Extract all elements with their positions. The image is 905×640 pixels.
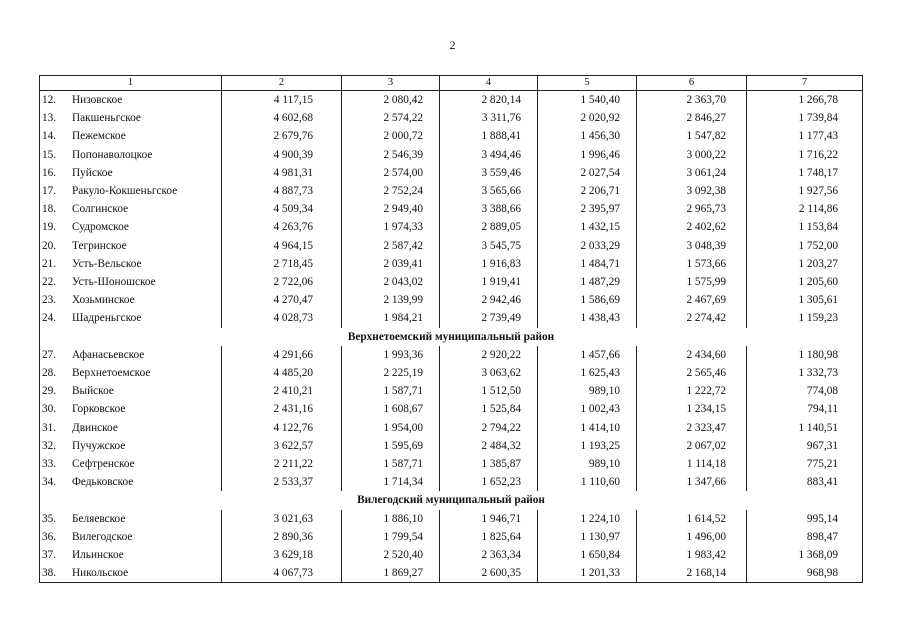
value-cell-col-4: 3 494,46 <box>440 146 538 164</box>
data-table <box>39 75 863 583</box>
value-cell-col-5: 1 456,30 <box>538 127 637 145</box>
value-cell-col-6: 1 547,82 <box>637 127 747 145</box>
row-number: 14. <box>42 130 57 143</box>
value-cell-col-6: 1 234,15 <box>637 400 747 418</box>
value-cell-col-5: 1 414,10 <box>538 419 637 437</box>
value-cell-col-2: 4 263,76 <box>222 218 342 236</box>
value-cell-col-5: 1 540,40 <box>538 91 637 110</box>
value-cell-col-2: 4 291,66 <box>222 346 342 364</box>
value-cell-col-5: 1 193,25 <box>538 437 637 455</box>
section-heading-row <box>40 491 863 509</box>
value-cell-col-3: 2 520,40 <box>342 546 440 564</box>
table-row <box>40 528 863 546</box>
settlement-name: Пежемское <box>72 130 126 143</box>
settlement-name: Усть-Шоношское <box>72 276 156 289</box>
value-cell-col-5: 1 224,10 <box>538 510 637 528</box>
value-cell-col-2: 2 211,22 <box>222 455 342 473</box>
value-cell-col-7: 1 177,43 <box>747 127 863 145</box>
row-number: 22. <box>42 276 57 289</box>
table-row <box>40 91 863 110</box>
value-cell-col-5: 1 650,84 <box>538 546 637 564</box>
row-number: 23. <box>42 294 57 307</box>
column-header-3: 3 <box>342 76 440 91</box>
settlement-name: Тегринское <box>72 239 127 252</box>
value-cell-col-2: 2 718,45 <box>222 255 342 273</box>
settlement-name: Хозьминское <box>72 294 135 307</box>
value-cell-col-6: 1 573,66 <box>637 255 747 273</box>
value-cell-col-6: 2 846,27 <box>637 109 747 127</box>
value-cell-col-6: 1 347,66 <box>637 473 747 491</box>
table-row <box>40 400 863 418</box>
settlement-cell <box>40 382 222 400</box>
value-cell-col-2: 2 679,76 <box>222 127 342 145</box>
settlement-cell <box>40 218 222 236</box>
value-cell-col-2: 4 028,73 <box>222 309 342 327</box>
value-cell-col-7: 1 180,98 <box>747 346 863 364</box>
value-cell-col-2: 3 629,18 <box>222 546 342 564</box>
settlement-cell <box>40 309 222 327</box>
value-cell-col-4: 2 600,35 <box>440 564 538 583</box>
row-number: 35. <box>42 512 57 525</box>
value-cell-col-3: 2 080,42 <box>342 91 440 110</box>
settlement-cell <box>40 364 222 382</box>
settlement-cell <box>40 273 222 291</box>
value-cell-col-3: 1 974,33 <box>342 218 440 236</box>
value-cell-col-7: 1 140,51 <box>747 419 863 437</box>
value-cell-col-6: 3 000,22 <box>637 146 747 164</box>
value-cell-col-3: 2 574,22 <box>342 109 440 127</box>
table-row <box>40 346 863 364</box>
settlement-name: Шадреньгское <box>72 312 142 325</box>
row-number: 27. <box>42 348 57 361</box>
settlement-name: Ракуло-Кокшеньгское <box>72 185 178 198</box>
settlement-name: Низовское <box>72 94 123 106</box>
row-number: 30. <box>42 403 57 416</box>
value-cell-col-5: 2 395,97 <box>538 200 637 218</box>
settlement-name: Горковское <box>72 403 126 416</box>
value-cell-col-2: 4 117,15 <box>222 91 342 110</box>
value-cell-col-2: 4 485,20 <box>222 364 342 382</box>
settlement-cell <box>40 346 222 364</box>
value-cell-col-5: 2 027,54 <box>538 164 637 182</box>
value-cell-col-7: 898,47 <box>747 528 863 546</box>
settlement-cell <box>40 400 222 418</box>
settlement-name: Верхнетоемское <box>72 367 151 380</box>
value-cell-col-2: 2 722,06 <box>222 273 342 291</box>
header-row <box>40 76 863 91</box>
value-cell-col-4: 1 385,87 <box>440 455 538 473</box>
value-cell-col-2: 4 509,34 <box>222 200 342 218</box>
settlement-name: Ильинское <box>72 549 124 562</box>
value-cell-col-7: 967,31 <box>747 437 863 455</box>
value-cell-col-6: 2 467,69 <box>637 291 747 309</box>
settlement-cell <box>40 91 222 110</box>
value-cell-col-3: 1 954,00 <box>342 419 440 437</box>
column-header-6: 6 <box>637 76 747 91</box>
value-cell-col-4: 3 311,76 <box>440 109 538 127</box>
value-cell-col-3: 2 574,00 <box>342 164 440 182</box>
settlement-name: Пуйское <box>72 166 113 179</box>
value-cell-col-4: 1 946,71 <box>440 510 538 528</box>
value-cell-col-2: 4 270,47 <box>222 291 342 309</box>
settlement-cell <box>40 510 222 528</box>
settlement-name: Пучужское <box>72 439 126 452</box>
table-row <box>40 437 863 455</box>
settlement-cell <box>40 182 222 200</box>
table-row <box>40 164 863 182</box>
value-cell-col-3: 2 000,72 <box>342 127 440 145</box>
value-cell-col-2: 2 890,36 <box>222 528 342 546</box>
settlement-name: Солгинское <box>72 203 129 216</box>
table-row <box>40 109 863 127</box>
value-cell-col-5: 1 110,60 <box>538 473 637 491</box>
settlement-cell <box>40 164 222 182</box>
value-cell-col-2: 2 533,37 <box>222 473 342 491</box>
settlement-cell <box>40 564 222 583</box>
value-cell-col-7: 2 114,86 <box>747 200 863 218</box>
row-number: 18. <box>42 203 57 216</box>
value-cell-col-4: 2 739,49 <box>440 309 538 327</box>
value-cell-col-2: 4 887,73 <box>222 182 342 200</box>
value-cell-col-4: 3 063,62 <box>440 364 538 382</box>
value-cell-col-5: 1 438,43 <box>538 309 637 327</box>
row-number: 20. <box>42 239 57 252</box>
value-cell-col-4: 3 565,66 <box>440 182 538 200</box>
value-cell-col-6: 1 222,72 <box>637 382 747 400</box>
value-cell-col-6: 1 983,42 <box>637 546 747 564</box>
table-row <box>40 382 863 400</box>
settlement-cell <box>40 455 222 473</box>
settlement-cell <box>40 255 222 273</box>
value-cell-col-7: 775,21 <box>747 455 863 473</box>
value-cell-col-4: 2 942,46 <box>440 291 538 309</box>
settlement-cell <box>40 528 222 546</box>
value-cell-col-5: 1 130,97 <box>538 528 637 546</box>
column-header-7: 7 <box>747 76 863 91</box>
value-cell-col-4: 1 652,23 <box>440 473 538 491</box>
page-number: 2 <box>449 38 456 52</box>
value-cell-col-5: 1 201,33 <box>538 564 637 583</box>
settlement-cell <box>40 146 222 164</box>
value-cell-col-5: 1 996,46 <box>538 146 637 164</box>
value-cell-col-5: 989,10 <box>538 455 637 473</box>
value-cell-col-2: 4 900,39 <box>222 146 342 164</box>
value-cell-col-7: 1 752,00 <box>747 237 863 255</box>
row-number: 31. <box>42 421 57 434</box>
table-row <box>40 309 863 327</box>
value-cell-col-2: 4 122,76 <box>222 419 342 437</box>
value-cell-col-4: 2 820,14 <box>440 91 538 110</box>
value-cell-col-3: 1 869,27 <box>342 564 440 583</box>
settlement-name: Никольское <box>72 567 129 580</box>
value-cell-col-6: 2 067,02 <box>637 437 747 455</box>
value-cell-col-6: 2 565,46 <box>637 364 747 382</box>
value-cell-col-2: 4 981,31 <box>222 164 342 182</box>
value-cell-col-4: 2 889,05 <box>440 218 538 236</box>
settlement-cell <box>40 127 222 145</box>
settlement-cell <box>40 473 222 491</box>
value-cell-col-3: 2 139,99 <box>342 291 440 309</box>
table-row <box>40 127 863 145</box>
value-cell-col-2: 2 431,16 <box>222 400 342 418</box>
row-number: 15. <box>42 148 57 161</box>
value-cell-col-3: 2 752,24 <box>342 182 440 200</box>
column-header-5: 5 <box>538 76 637 91</box>
value-cell-col-2: 3 021,63 <box>222 510 342 528</box>
value-cell-col-2: 4 964,15 <box>222 237 342 255</box>
row-number: 13. <box>42 112 57 125</box>
section-title: Верхнетоемский муниципальный район <box>40 328 863 346</box>
table-row <box>40 510 863 528</box>
value-cell-col-5: 1 432,15 <box>538 218 637 236</box>
value-cell-col-6: 3 061,24 <box>637 164 747 182</box>
value-cell-col-4: 1 888,41 <box>440 127 538 145</box>
value-cell-col-4: 2 363,34 <box>440 546 538 564</box>
table-row <box>40 218 863 236</box>
value-cell-col-4: 1 825,64 <box>440 528 538 546</box>
settlement-cell <box>40 237 222 255</box>
value-cell-col-7: 1 205,60 <box>747 273 863 291</box>
value-cell-col-5: 2 020,92 <box>538 109 637 127</box>
value-cell-col-7: 995,14 <box>747 510 863 528</box>
value-cell-col-7: 1 927,56 <box>747 182 863 200</box>
settlement-cell <box>40 200 222 218</box>
value-cell-col-3: 2 587,42 <box>342 237 440 255</box>
settlement-name: Попонаволоцкое <box>72 148 153 161</box>
value-cell-col-6: 2 274,42 <box>637 309 747 327</box>
value-cell-col-5: 1 484,71 <box>538 255 637 273</box>
value-cell-col-7: 1 748,17 <box>747 164 863 182</box>
row-number: 34. <box>42 476 57 489</box>
table-row <box>40 146 863 164</box>
value-cell-col-6: 1 575,99 <box>637 273 747 291</box>
value-cell-col-4: 3 545,75 <box>440 237 538 255</box>
value-cell-col-4: 2 484,32 <box>440 437 538 455</box>
column-header-4: 4 <box>440 76 538 91</box>
row-number: 33. <box>42 458 57 471</box>
value-cell-col-2: 3 622,57 <box>222 437 342 455</box>
value-cell-col-7: 968,98 <box>747 564 863 583</box>
value-cell-col-2: 4 602,68 <box>222 109 342 127</box>
value-cell-col-6: 2 363,70 <box>637 91 747 110</box>
settlement-cell <box>40 109 222 127</box>
value-cell-col-5: 2 206,71 <box>538 182 637 200</box>
value-cell-col-7: 1 203,27 <box>747 255 863 273</box>
value-cell-col-3: 1 587,71 <box>342 382 440 400</box>
value-cell-col-4: 1 512,50 <box>440 382 538 400</box>
table-row <box>40 237 863 255</box>
value-cell-col-3: 2 225,19 <box>342 364 440 382</box>
settlement-name: Выйское <box>72 385 114 398</box>
row-number: 21. <box>42 257 57 270</box>
settlement-cell <box>40 419 222 437</box>
value-cell-col-4: 1 525,84 <box>440 400 538 418</box>
row-number: 17. <box>42 185 57 198</box>
value-cell-col-6: 2 323,47 <box>637 419 747 437</box>
value-cell-col-6: 3 048,39 <box>637 237 747 255</box>
table-row <box>40 419 863 437</box>
settlement-name: Беляевское <box>72 512 126 525</box>
value-cell-col-6: 2 402,62 <box>637 218 747 236</box>
row-number: 28. <box>42 367 57 380</box>
row-number: 32. <box>42 439 57 452</box>
value-cell-col-7: 794,11 <box>747 400 863 418</box>
value-cell-col-3: 2 949,40 <box>342 200 440 218</box>
value-cell-col-5: 1 002,43 <box>538 400 637 418</box>
value-cell-col-7: 883,41 <box>747 473 863 491</box>
settlement-cell <box>40 291 222 309</box>
table-row <box>40 455 863 473</box>
settlement-name: Усть-Вельское <box>72 257 142 270</box>
value-cell-col-6: 1 614,52 <box>637 510 747 528</box>
value-cell-col-5: 1 487,29 <box>538 273 637 291</box>
table-row <box>40 182 863 200</box>
row-number: 24. <box>42 312 57 325</box>
value-cell-col-6: 2 168,14 <box>637 564 747 583</box>
settlement-name: Сефтренское <box>72 458 135 471</box>
value-cell-col-6: 1 496,00 <box>637 528 747 546</box>
table-row <box>40 273 863 291</box>
row-number: 29. <box>42 385 57 398</box>
value-cell-col-3: 2 546,39 <box>342 146 440 164</box>
value-cell-col-7: 1 305,61 <box>747 291 863 309</box>
value-cell-col-7: 1 739,84 <box>747 109 863 127</box>
column-header-2: 2 <box>222 76 342 91</box>
settlement-cell <box>40 437 222 455</box>
value-cell-col-4: 3 388,66 <box>440 200 538 218</box>
value-cell-col-3: 1 587,71 <box>342 455 440 473</box>
value-cell-col-5: 2 033,29 <box>538 237 637 255</box>
value-cell-col-3: 1 608,67 <box>342 400 440 418</box>
value-cell-col-4: 3 559,46 <box>440 164 538 182</box>
table-row <box>40 364 863 382</box>
value-cell-col-7: 1 266,78 <box>747 91 863 110</box>
value-cell-col-3: 1 993,36 <box>342 346 440 364</box>
settlement-name: Двинское <box>72 421 118 434</box>
settlement-cell <box>40 546 222 564</box>
table-row <box>40 473 863 491</box>
value-cell-col-5: 1 586,69 <box>538 291 637 309</box>
section-title: Вилегодский муниципальный район <box>40 491 863 509</box>
value-cell-col-7: 1 159,23 <box>747 309 863 327</box>
table-row <box>40 255 863 273</box>
value-cell-col-7: 1 716,22 <box>747 146 863 164</box>
value-cell-col-3: 1 886,10 <box>342 510 440 528</box>
settlement-name: Федьковское <box>72 476 134 489</box>
value-cell-col-6: 3 092,38 <box>637 182 747 200</box>
table-row <box>40 291 863 309</box>
value-cell-col-5: 989,10 <box>538 382 637 400</box>
row-number: 37. <box>42 549 57 562</box>
value-cell-col-3: 1 984,21 <box>342 309 440 327</box>
settlement-name: Афанасьевское <box>72 348 145 361</box>
table-row <box>40 564 863 583</box>
value-cell-col-3: 2 039,41 <box>342 255 440 273</box>
settlement-name: Судромское <box>72 221 129 234</box>
value-cell-col-6: 2 434,60 <box>637 346 747 364</box>
table-body <box>40 91 863 583</box>
value-cell-col-4: 1 916,83 <box>440 255 538 273</box>
column-header-1: 1 <box>40 76 222 91</box>
settlement-name: Вилегодское <box>72 530 133 543</box>
value-cell-col-6: 1 114,18 <box>637 455 747 473</box>
value-cell-col-3: 1 595,69 <box>342 437 440 455</box>
table-row <box>40 200 863 218</box>
value-cell-col-3: 2 043,02 <box>342 273 440 291</box>
value-cell-col-5: 1 625,43 <box>538 364 637 382</box>
value-cell-col-7: 1 332,73 <box>747 364 863 382</box>
section-heading-row <box>40 328 863 346</box>
row-number: 36. <box>42 530 57 543</box>
value-cell-col-7: 774,08 <box>747 382 863 400</box>
row-number: 19. <box>42 221 57 234</box>
settlement-name: Пакшеньгское <box>72 112 141 125</box>
value-cell-col-7: 1 368,09 <box>747 546 863 564</box>
value-cell-col-4: 1 919,41 <box>440 273 538 291</box>
value-cell-col-7: 1 153,84 <box>747 218 863 236</box>
value-cell-col-2: 2 410,21 <box>222 382 342 400</box>
value-cell-col-2: 4 067,73 <box>222 564 342 583</box>
row-number: 16. <box>42 166 57 179</box>
value-cell-col-3: 1 714,34 <box>342 473 440 491</box>
row-number: 12. <box>42 94 57 106</box>
value-cell-col-6: 2 965,73 <box>637 200 747 218</box>
value-cell-col-5: 1 457,66 <box>538 346 637 364</box>
value-cell-col-4: 2 794,22 <box>440 419 538 437</box>
value-cell-col-3: 1 799,54 <box>342 528 440 546</box>
table-row <box>40 546 863 564</box>
value-cell-col-4: 2 920,22 <box>440 346 538 364</box>
row-number: 38. <box>42 567 57 580</box>
